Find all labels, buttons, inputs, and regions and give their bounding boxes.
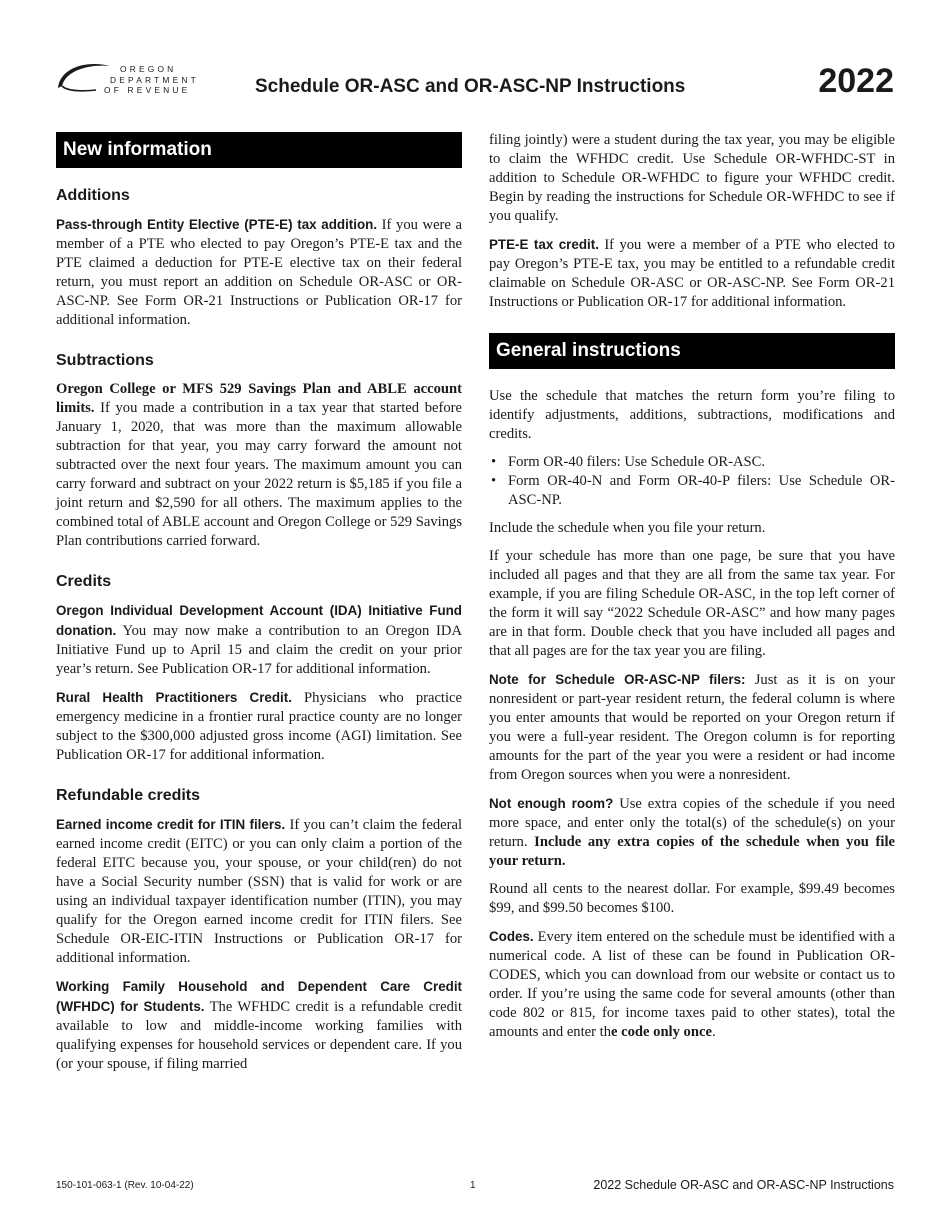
subtractions-heading: Subtractions	[56, 352, 154, 369]
logo-line-2: DEPARTMENT	[110, 74, 199, 85]
intro-paragraph: Use the schedule that matches the return form you’re filing to identify adjustments, additions, subtractions, modifications and credits.	[489, 388, 895, 442]
refundable-credits-heading: Refundable credits	[56, 787, 201, 804]
additions-heading: Additions	[56, 187, 130, 204]
general-instructions-heading: General instructions	[489, 333, 895, 369]
left-column	[56, 132, 462, 1083]
new-information-heading: New information	[56, 132, 462, 168]
list-item: • Form OR-40-N and Form OR-40-P filers: Use Schedule OR-ASC-NP.	[489, 472, 895, 510]
note-np-paragraph: Note for Schedule OR-ASC-NP filers: Just as it is on your nonresident or part-year resident return, the federal column is where you enter amounts that would be reported on your Oregon return if you were a full-year resident. The Oregon column is for reporting amounts for the part of the year you were a resident or had income from Oregon sources when you were a nonresident.	[489, 672, 895, 783]
codes-paragraph: Codes. Every item entered on the schedule must be identified with a numerical code. A list of these can be found in Publication OR-CODES, which you can download from our website or contact us to order. If you’re using the same code for several amounts (other than code 802 or 815, for income taxes paid to other states), total the amounts and enter the code only once.	[489, 929, 895, 1040]
wfhdc-continued-paragraph: filing jointly) were a student during the tax year, you may be eligible to claim the WFHDC credit. Use Schedule OR-WFHDC-ST in addition to Schedule OR-WFHDC to figure your WFHDC credit. Begin by reading the instructions for Schedule OR-WFHDC to see if you qualify.	[489, 132, 895, 224]
college-savings-paragraph: Oregon College or MFS 529 Savings Plan and ABLE account limits. If you made a contribution in a tax year that started before January 1, 2020, that was more than the maximum allowable subtraction for that year, you may carry forward the amount not subtracted over the next four years. The maximum amount you can carry forward and subtract on your 2022 return is $5,185 if you file a joint return and $2,590 for all others. The maximum applies to the combined total of ABLE account and Oregon College or 529 Savings Plan contributions carried forward.	[56, 381, 462, 549]
pte-e-credit-paragraph: PTE-E tax credit. If you were a member of a PTE who elected to pay Oregon’s PTE-E tax, you may be entitled to a refundable credit claimable on Schedule OR-ASC or OR-ASC-NP. See Form OR-21 Instructions or Publication OR-17 for additional information.	[489, 237, 895, 310]
not-enough-room-paragraph: Not enough room? Use extra copies of the schedule if you need more space, and enter only the total(s) of the schedule(s) on your return. Include any extra copies of the schedule when you file your return.	[489, 796, 895, 869]
rounding-paragraph: Round all cents to the nearest dollar. For example, $99.49 becomes $99, and $99.50 becomes $100.	[489, 881, 895, 916]
footer-title: 2022 Schedule OR-ASC and OR-ASC-NP Instructions	[593, 1178, 894, 1192]
list-item: • Form OR-40 filers: Use Schedule OR-ASC.	[489, 453, 895, 472]
right-column	[489, 131, 895, 1051]
credits-heading: Credits	[56, 573, 112, 590]
page-header	[56, 56, 896, 106]
filer-list	[489, 453, 895, 510]
pte-e-addition-paragraph: Pass-through Entity Elective (PTE-E) tax addition. If you were a member of a PTE who elected to pay Oregon’s PTE-E tax and the PTE claimed a deduction for PTE-E elective tax on their federal return, you must report an addition on Schedule OR-ASC or OR-ASC-NP. See Form OR-21 Instructions or Publication OR-17 for additional information.	[56, 217, 462, 328]
page-number: 1	[470, 1180, 476, 1191]
oregon-dor-logo	[56, 56, 199, 100]
logo-line-1: OREGON	[120, 64, 177, 74]
form-number: 150-101-063-1 (Rev. 10-04-22)	[56, 1180, 194, 1191]
page-footer	[56, 1178, 896, 1194]
wfhdc-paragraph: Working Family Household and Dependent Care Credit (WFHDC) for Students. The WFHDC credit is a refundable credit available to low and middle-income working families with qualifying expenses for household services or dependent care. If you (or your spouse, if filing married	[56, 979, 463, 1072]
include-paragraph: Include the schedule when you file your return.	[489, 520, 766, 536]
itin-eic-paragraph: Earned income credit for ITIN filers. If you can’t claim the federal earned income credit (EITC) or you can only claim a portion of the federal EITC because you, your spouse, or your child(ren) do not have a Social Security number (SSN) that is valid for work or are using an individual taxpayer identification number (ITIN), you may qualify for the Oregon earned income credit for ITIN filers. See Schedule OR-EIC-ITIN Instructions or Publication OR-17 for additional information.	[56, 817, 462, 966]
document-title: Schedule OR-ASC and OR-ASC-NP Instructions	[255, 76, 686, 97]
ida-fund-paragraph: Oregon Individual Development Account (IDA) Initiative Fund donation. You may now make a contribution to an Oregon IDA Initiative Fund up to April 15 and claim the credit on your prior year’s return. See Publication OR-17 for additional information.	[56, 603, 462, 677]
document-year: 2022	[818, 62, 894, 100]
logo-line-3: OF REVENUE	[104, 85, 191, 95]
rural-health-paragraph: Rural Health Practitioners Credit. Physicians who practice emergency medicine in a frontier rural practice county are no longer subject to the $300,000 adjusted gross income (AGI) limitation. See Publication OR-17 for additional information.	[56, 690, 462, 763]
pages-paragraph: If your schedule has more than one page, be sure that you have included all pages and that they are all from the same tax year. For example, if you are filing Schedule OR-ASC, in the top left corner of the form it will say “2022 Schedule OR-ASC” and how many pages are in that form. Double check that you have included all pages and that all pages are for the tax year you are filing.	[489, 548, 895, 659]
